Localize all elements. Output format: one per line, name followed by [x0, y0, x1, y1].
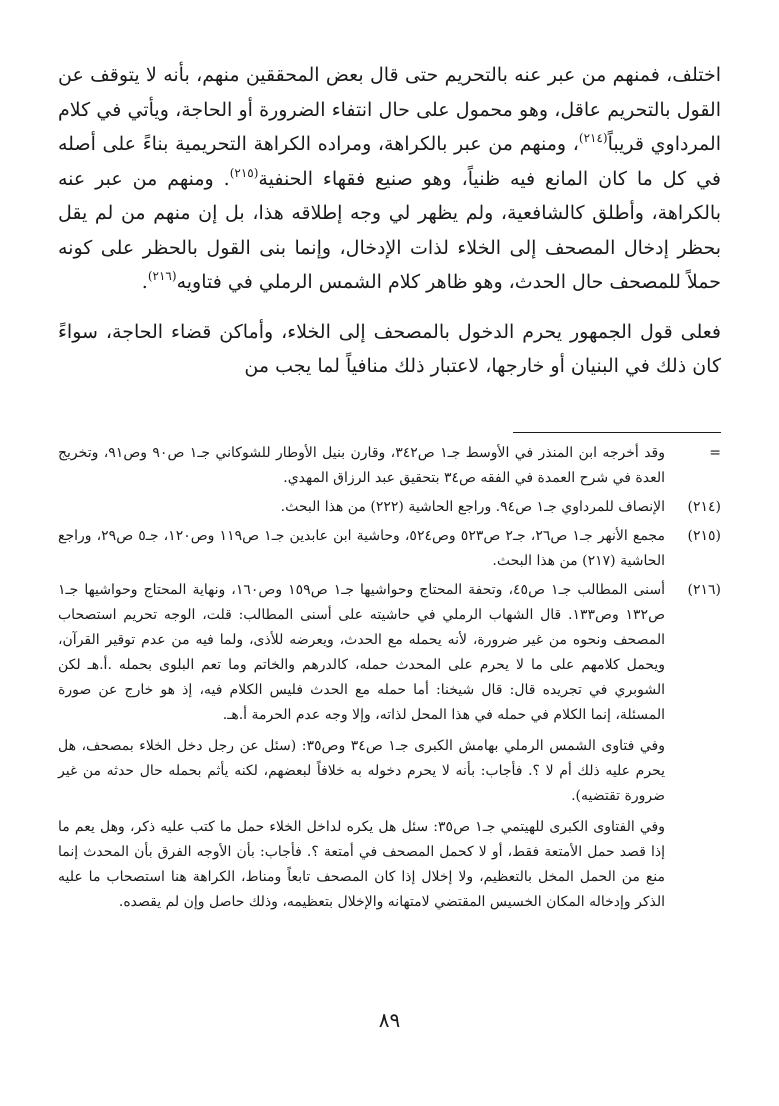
footnote-label: (٢١٦)	[687, 582, 721, 598]
footnote-ref-214: (٢١٤)	[578, 131, 608, 145]
footnote-continuation	[58, 441, 721, 491]
page-number: ٨٩	[378, 1008, 401, 1032]
footnote-text: الإنصاف للمرداوي جـ١ ص٩٤. وراجع الحاشية (٢٢٢) من هذا البحث.	[280, 499, 665, 515]
footnote-216-paragraph-3: وفي الفتاوى الكبرى للهيتمي جـ١ ص٣٥: سئل هل يكره لداخل الخلاء حمل ما كتب عليه ذكر، وهل يعم ما إذا قصد حمل الأمتعة فقط، أو لا كحمل المصحف في أمتعة ؟. فأجاب: بأن الأوجه الفرق بأن المحدث إنما منع من الحمل المخل بالتعظيم، ولا إخلال إذا كان المصحف تابعاً ومناط، الكراهة هنا استصحاب ما عليه الذكر وإدخاله المكان الخسيس المقتضي لامتهانه والإخلال بتعظيمه، وذلك حاصل وإن لم يقصده.	[58, 819, 666, 910]
paragraph-1	[58, 58, 721, 300]
footnote-text: أسنى المطالب جـ١ ص٤٥، وتحفة المحتاج وحواشيها جـ١ ص١٥٩ وص١٦٠، ونهاية المحتاج وحواشيها جـ١ ص١٣٢ وص١٣٣. قال الشهاب الرملي في حاشيته على أسنى المطالب: قلت، الوجه تحريم استصحاب المصحف ونحوه من غير ضرورة، لأنه يحمله مع الحدث، ويعرضه للأذى، ولما فيه من عدم توقير القرآن، ويحمل كلامهم على ما لا يحرم على المحدث حمله، كالدرهم والخاتم وما تعم البلوى بحمله .أ.هـ لكن الشوبري في تجريده قال: قال شيخنا: أما حمله مع الحدث فليس الكلام فيه، إذ هو خارج عن صورة المسئلة، إنما الكلام في حمله في هذا المحل لذاته، وإلا وجه عدم الحرمة أ.هـ.	[58, 582, 665, 723]
footnote-216-paragraph-2: وفي فتاوى الشمس الرملي بهامش الكبرى جـ١ ص٣٤ وص٣٥: (سئل عن رجل دخل الخلاء بمصحف، هل يحرم عليه ذلك أم لا ؟. فأجاب: بأنه لا يحرم دخوله به خلافاً لبعضهم، لكنه يأثم بحمله حال حدثه من غير ضرورة تقتضيه).	[58, 738, 665, 804]
footnote-ref-216: (٢١٦)	[147, 269, 177, 283]
footnote-label: (٢١٤)	[687, 499, 721, 515]
footnote-216	[58, 578, 721, 728]
paragraph-1-part-2: ، ومنهم من عبر بالكراهة، ومراده الكراهة التحريمية بناءً على أصله في كل ما كان المانع فيه ظنياً، وهو صنيع فقهاء الحنفية	[58, 133, 721, 190]
footnote-label: (٢١٥)	[687, 528, 721, 544]
main-text	[58, 58, 721, 384]
footnote-separator	[513, 432, 721, 433]
footnote-label: =	[709, 445, 721, 461]
footnote-215	[58, 524, 721, 574]
footnotes	[58, 441, 721, 919]
footnote-214	[58, 495, 721, 520]
paragraph-2: فعلى قول الجمهور يحرم الدخول بالمصحف إلى الخلاء، وأماكن قضاء الحاجة، سواءً كان ذلك في البنيان أو خارجها، لاعتبار ذلك منافياً لما يجب من	[58, 320, 721, 377]
footnote-ref-215: (٢١٥)	[229, 165, 259, 180]
footnote-text: وقد أخرجه ابن المنذر في الأوسط جـ١ ص٣٤٢، وقارن بنيل الأوطار للشوكاني جـ١ ص٩٠ وص٩١، وتخريج العدة في شرح العمدة في الفقه ص٣٤ بتحقيق عبد الرزاق المهدي.	[58, 445, 665, 486]
paragraph-1-part-1: اختلف، فمنهم من عبر عنه بالتحريم حتى قال بعض المحققين منهم، بأنه لا يتوقف عن القول بالتحريم عاقل، وهو محمول على حال انتفاء الضرورة أو الحاجة، ويأتي في كلام المرداوي قريباً	[58, 64, 721, 155]
paragraph-1-part-3: . ومنهم من عبر عنه بالكراهة، وأطلق كالشافعية، ولم يظهر لي وجه إطلاقه هذا، بل إن منهم من لم يقل بحظر إدخال المصحف إلى الخلاء لذات الإدخال، وإنما بنى القول بالحظر على كونه حملاً للمصحف حال الحدث، وهو ظاهر كلام الشمس الرملي في فتاويه	[58, 167, 721, 293]
paragraph-1-part-4: .	[141, 271, 148, 293]
footnote-text: مجمع الأنهر جـ١ ص٢٦، جـ٢ ص٥٢٣ وص٥٢٤، وحاشية ابن عابدين جـ١ ص١١٩ وص١٢٠، جـ٥ ص٢٩، وراجع الحاشية (٢١٧) من هذا البحث.	[58, 528, 665, 569]
